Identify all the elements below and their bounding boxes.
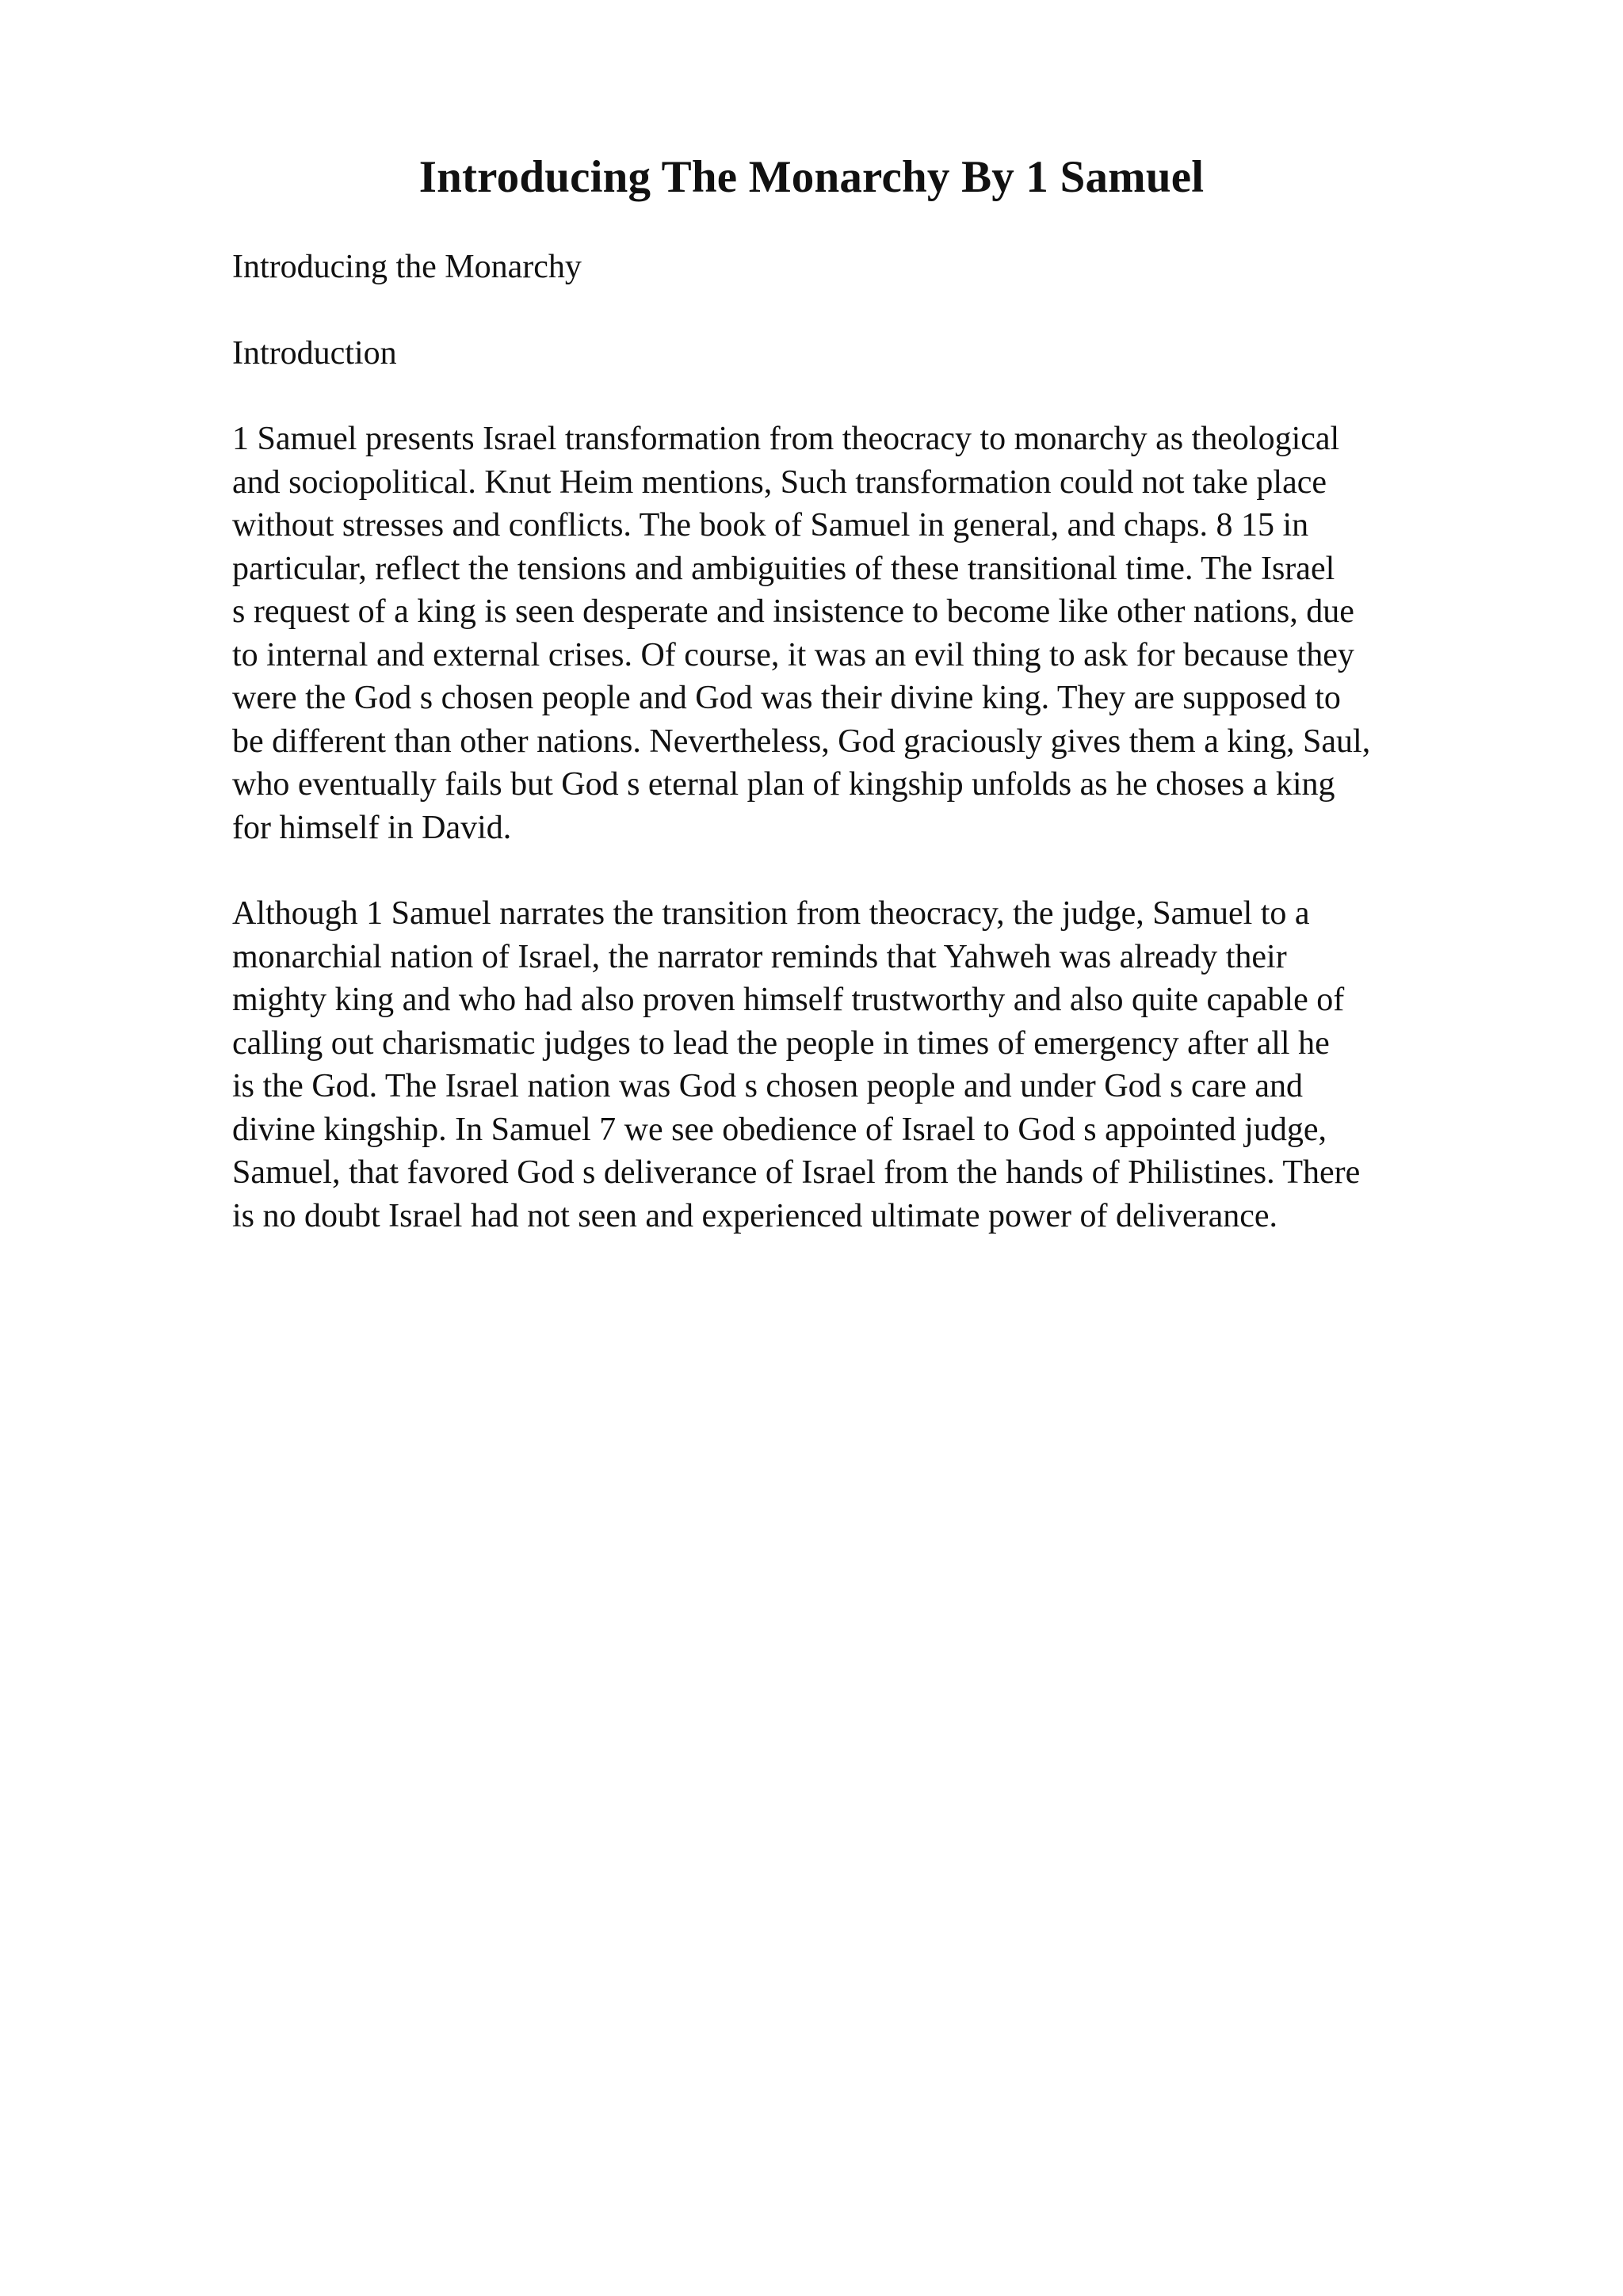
document-title: Introducing The Monarchy By 1 Samuel bbox=[418, 152, 1205, 202]
paragraph-line: 1 Samuel presents Israel transformation from theocracy to monarchy as theological bbox=[232, 421, 1340, 457]
paragraph-line: monarchial nation of Israel, the narrator reminds that Yahweh was already their bbox=[232, 938, 1287, 975]
paragraph-line: be different than other nations. Nevertheless, God graciously gives them a king, Saul, bbox=[232, 723, 1371, 760]
paragraph-line: Samuel, that favored God s deliverance of Israel from the hands of Philistines. There bbox=[232, 1154, 1361, 1191]
paragraph-line: s request of a king is seen desperate and insistence to become like other nations, due bbox=[232, 593, 1354, 630]
paragraph-line: without stresses and conflicts. The book of Samuel in general, and chaps. 8 15 in bbox=[232, 507, 1309, 543]
paragraph-line: and sociopolitical. Knut Heim mentions, Such transformation could not take place bbox=[232, 463, 1327, 501]
document-body bbox=[232, 246, 1516, 1280]
paragraph-line: is no doubt Israel had not seen and experienced ultimate power of deliverance. bbox=[232, 1197, 1278, 1234]
paragraph-line: who eventually fails but God s eternal plan of kingship unfolds as he choses a king bbox=[232, 766, 1335, 803]
subtitle: Introducing the Monarchy bbox=[232, 249, 582, 285]
paragraph-line: divine kingship. In Samuel 7 we see obedience of Israel to God s appointed judge, bbox=[232, 1111, 1327, 1148]
paragraph-line: Although 1 Samuel narrates the transition from theocracy, the judge, Samuel to a bbox=[232, 895, 1310, 932]
paragraph-line: calling out charismatic judges to lead the people in times of emergency after all he bbox=[232, 1024, 1330, 1062]
paragraph-line: particular, reflect the tensions and ambiguities of these transitional time. The Israel bbox=[232, 550, 1335, 587]
paragraph-1 bbox=[232, 418, 1516, 849]
paragraph-line: for himself in David. bbox=[232, 809, 512, 846]
paragraph-line: mighty king and who had also proven himself trustworthy and also quite capable of bbox=[232, 982, 1345, 1018]
paragraph-2 bbox=[232, 892, 1516, 1238]
section-heading: Introduction bbox=[232, 334, 397, 372]
paragraph-line: to internal and external crises. Of course, it was an evil thing to ask for because they bbox=[232, 636, 1354, 673]
paragraph-line: is the God. The Israel nation was God s chosen people and under God s care and bbox=[232, 1068, 1304, 1104]
paragraph-line: were the God s chosen people and God was their divine king. They are supposed to bbox=[232, 680, 1341, 716]
